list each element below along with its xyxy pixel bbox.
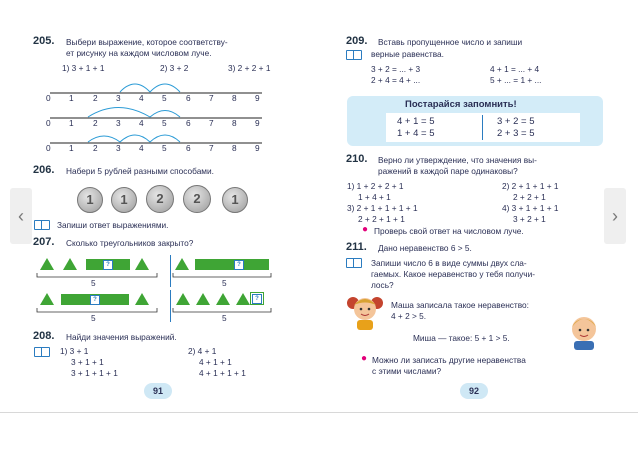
tick-label: 9 bbox=[255, 118, 260, 128]
expression: 4 + 1 + 1 bbox=[199, 357, 232, 367]
tick-label: 1 bbox=[69, 93, 74, 103]
expression: 1) 1 + 2 + 2 + 1 bbox=[347, 181, 404, 191]
expression: 3 + 2 + 1 bbox=[513, 214, 546, 224]
expression: 2 + 2 + 1 + 1 bbox=[358, 214, 405, 224]
triangle-shape bbox=[175, 258, 189, 270]
exercise-number: 205. bbox=[33, 35, 55, 47]
equality: 3 + 2 = 5 bbox=[497, 116, 535, 127]
exercise-number: 208. bbox=[33, 330, 55, 342]
equation: 5 + ... = 1 + ... bbox=[490, 75, 542, 85]
equation: 4 + 1 = ... + 4 bbox=[490, 64, 540, 74]
question-box: ? bbox=[234, 260, 244, 270]
task-text: Запиши число 6 в виде суммы двух сла- bbox=[371, 258, 527, 268]
coin-icon: 2 bbox=[183, 185, 211, 213]
tick-label: 3 bbox=[116, 93, 121, 103]
tick-label: 0 bbox=[46, 118, 51, 128]
exercise-text: Вставь пропущенное число и запиши bbox=[378, 37, 523, 47]
coin-icon: 1 bbox=[77, 187, 103, 213]
exercise-text: верные равенства. bbox=[371, 49, 444, 59]
tick-label: 1 bbox=[69, 118, 74, 128]
exercise-number: 206. bbox=[33, 164, 55, 176]
exercise-text: Набери 5 рублей разными способами. bbox=[66, 166, 214, 176]
triangle-shape bbox=[216, 293, 230, 305]
tick-label: 3 bbox=[116, 118, 121, 128]
expression: 1) 3 + 1 bbox=[60, 346, 89, 356]
tick-label: 0 bbox=[46, 93, 51, 103]
coin-icon: 1 bbox=[111, 187, 137, 213]
task-text: Проверь свой ответ на числовом луче. bbox=[374, 226, 524, 236]
remember-title: Постарайся запомнить! bbox=[405, 99, 517, 110]
tick-label: 4 bbox=[139, 118, 144, 128]
option: 2) 3 + 2 bbox=[160, 63, 189, 73]
notebook-icon bbox=[34, 347, 50, 357]
tick-label: 7 bbox=[209, 143, 214, 153]
exercise-number: 209. bbox=[346, 35, 368, 47]
expression: 3 + 1 + 1 + 1 bbox=[71, 368, 118, 378]
tick-label: 8 bbox=[232, 93, 237, 103]
triangle-shape bbox=[135, 293, 149, 305]
exercise-number: 211. bbox=[346, 241, 367, 253]
triangle-shape bbox=[63, 258, 77, 270]
equation: 2 + 4 = 4 + ... bbox=[371, 75, 421, 85]
expression: 2 + 2 + 1 bbox=[513, 192, 546, 202]
chevron-right-icon: › bbox=[612, 206, 618, 226]
tick-label: 6 bbox=[186, 118, 191, 128]
misha-text: Миша — такое: 5 + 1 > 5. bbox=[413, 333, 510, 343]
question-box: ? bbox=[103, 260, 113, 270]
task-text: лось? bbox=[371, 280, 394, 290]
option: 3) 2 + 2 + 1 bbox=[228, 63, 271, 73]
equation: 3 + 2 = ... + 3 bbox=[371, 64, 421, 74]
count-label: 5 bbox=[91, 278, 96, 288]
expression: 4 + 1 + 1 + 1 bbox=[199, 368, 246, 378]
tick-label: 2 bbox=[93, 93, 98, 103]
expression: 1 + 4 + 1 bbox=[358, 192, 391, 202]
expression: 2) 2 + 1 + 1 + 1 bbox=[502, 181, 559, 191]
tick-label: 4 bbox=[139, 93, 144, 103]
tick-label: 4 bbox=[139, 143, 144, 153]
tick-label: 9 bbox=[255, 93, 260, 103]
notebook-icon bbox=[346, 50, 362, 60]
tick-label: 5 bbox=[162, 118, 167, 128]
cover-rectangle bbox=[195, 259, 269, 270]
separator bbox=[170, 255, 171, 287]
triangle-shape bbox=[236, 293, 250, 305]
page-number: 92 bbox=[460, 383, 488, 399]
tick-label: 6 bbox=[186, 143, 191, 153]
expression: 3) 2 + 1 + 1 + 1 + 1 bbox=[347, 203, 418, 213]
masha-text: Маша записала такое неравенство: bbox=[391, 300, 529, 310]
chevron-left-icon: ‹ bbox=[18, 206, 24, 226]
separator bbox=[170, 290, 171, 322]
count-label: 5 bbox=[222, 278, 227, 288]
coin-icon: 2 bbox=[146, 185, 174, 213]
exercise-text: Верно ли утверждение, что значения вы- bbox=[378, 155, 537, 165]
exercise-text: Выбери выражение, которое соответству- bbox=[66, 37, 228, 47]
triangle-shape bbox=[40, 293, 54, 305]
divider bbox=[0, 412, 638, 413]
triangle-shape bbox=[135, 258, 149, 270]
triangle-shape bbox=[176, 293, 190, 305]
question-text: с этими числами? bbox=[372, 366, 442, 376]
triangle-shape bbox=[40, 258, 54, 270]
equality: 4 + 1 = 5 bbox=[397, 116, 435, 127]
tick-label: 1 bbox=[69, 143, 74, 153]
tick-label: 2 bbox=[93, 118, 98, 128]
question-box: ? bbox=[90, 295, 100, 305]
exercise-number: 207. bbox=[33, 236, 55, 248]
exercise-text: ет рисунку на каждом числовом луче. bbox=[66, 48, 212, 58]
tick-label: 3 bbox=[116, 143, 121, 153]
bullet-icon: ● bbox=[361, 353, 368, 364]
exercise-text: Дано неравенство 6 > 5. bbox=[378, 243, 472, 253]
exercise-text: Найди значения выражений. bbox=[66, 332, 177, 342]
tick-label: 5 bbox=[162, 93, 167, 103]
tick-label: 2 bbox=[93, 143, 98, 153]
page-number: 91 bbox=[144, 383, 172, 399]
count-label: 5 bbox=[222, 313, 227, 323]
exercise-text: ражений в каждой паре одинаковы? bbox=[378, 166, 518, 176]
brace bbox=[36, 307, 158, 323]
brace bbox=[36, 272, 158, 288]
expression: 3 + 1 + 1 bbox=[71, 357, 104, 367]
question-box: ? bbox=[252, 294, 262, 304]
boy-illustration bbox=[566, 313, 602, 351]
triangle-shape bbox=[196, 293, 210, 305]
expression: 4) 3 + 1 + 1 + 1 bbox=[502, 203, 559, 213]
girl-illustration bbox=[347, 293, 383, 331]
masha-text: 4 + 2 > 5. bbox=[391, 311, 427, 321]
tick-label: 8 bbox=[232, 118, 237, 128]
next-page-button[interactable] bbox=[604, 188, 626, 244]
tick-label: 7 bbox=[209, 93, 214, 103]
tick-label: 0 bbox=[46, 143, 51, 153]
equality: 1 + 4 = 5 bbox=[397, 128, 435, 139]
tick-label: 6 bbox=[186, 93, 191, 103]
exercise-number: 210. bbox=[346, 153, 368, 165]
exercise-text: Сколько треугольников закрыто? bbox=[66, 238, 194, 248]
equality: 2 + 3 = 5 bbox=[497, 128, 535, 139]
coin-icon: 1 bbox=[222, 187, 248, 213]
count-label: 5 bbox=[91, 313, 96, 323]
task-text: Запиши ответ выражениями. bbox=[57, 220, 169, 230]
prev-page-button[interactable] bbox=[10, 188, 32, 244]
question-text: Можно ли записать другие неравенства bbox=[372, 355, 526, 365]
tick-label: 5 bbox=[162, 143, 167, 153]
remember-divider bbox=[482, 115, 483, 140]
task-text: гаемых. Какое неравенство у тебя получи- bbox=[371, 269, 536, 279]
bullet-icon: ● bbox=[362, 224, 369, 235]
option: 1) 3 + 1 + 1 bbox=[62, 63, 105, 73]
expression: 2) 4 + 1 bbox=[188, 346, 217, 356]
notebook-icon bbox=[34, 220, 50, 230]
tick-label: 9 bbox=[255, 143, 260, 153]
tick-label: 7 bbox=[209, 118, 214, 128]
tick-label: 8 bbox=[232, 143, 237, 153]
notebook-icon bbox=[346, 258, 362, 268]
